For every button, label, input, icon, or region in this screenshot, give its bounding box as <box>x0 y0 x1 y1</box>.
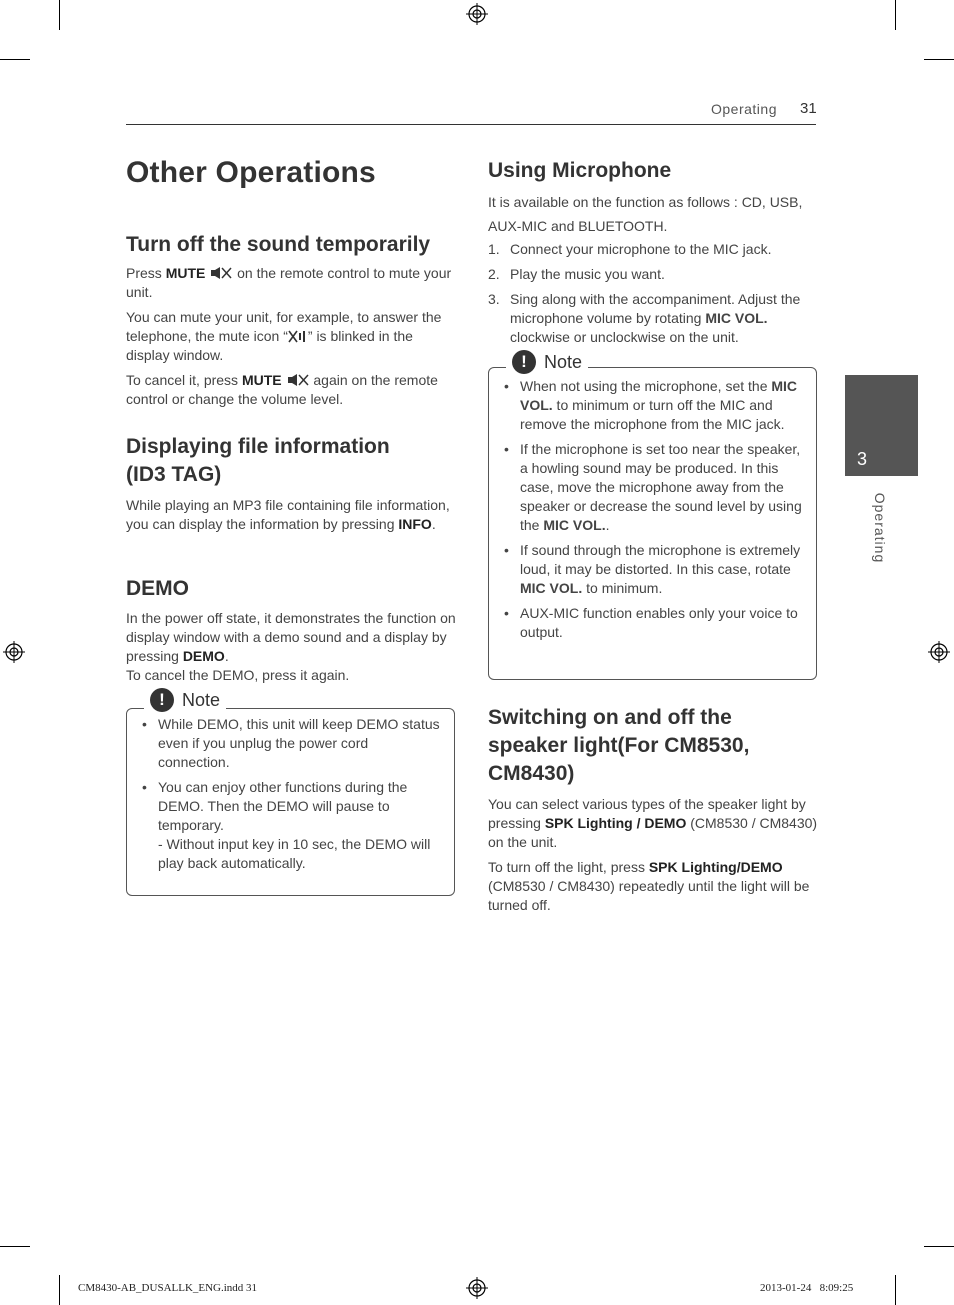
registration-mark-icon <box>3 641 25 663</box>
registration-mark-icon <box>928 641 950 663</box>
note-sub-item: - Without input key in 10 sec, the DEMO will play back automatically. <box>158 836 431 871</box>
page-number: 31 <box>800 100 817 117</box>
list-item: • If the microphone is set too near the speaker, a howling sound may be produced. In this case, move the microphone away from the speaker or decrease the sound level by using the MIC VOL.. <box>504 441 802 533</box>
note-exclamation-icon: ! <box>512 350 536 374</box>
chapter-number: 3 <box>857 449 868 469</box>
id3-heading-line1: Displaying file information <box>126 435 390 458</box>
footer-timestamp: 2013-01-24 8:09:25 <box>760 1282 854 1294</box>
chapter-label: Operating <box>872 492 888 564</box>
id3-heading-line2: (ID3 TAG) <box>126 463 222 486</box>
demo-note-header <box>144 688 226 712</box>
speaker-heading-line3: CM8430) <box>488 762 575 785</box>
speaker-paragraph-1: You can select various types of the speaker light by pressing SPK Lighting / DEMO (CM8530 / CM8430) on the unit. <box>488 796 818 850</box>
id3-section <box>126 433 456 534</box>
id3-paragraph: While playing an MP3 file containing file information, you can display the information by pressing INFO. <box>126 497 450 532</box>
mute-paragraph-3: To cancel it, press MUTE again on the remote control or change the volume level. <box>126 372 438 407</box>
header-rule <box>126 124 816 125</box>
demo-section <box>126 575 456 685</box>
header-section-label: Operating <box>711 101 777 117</box>
crop-mark <box>59 0 60 30</box>
mic-step-1: 1. Connect your microphone to the MIC jack. <box>488 241 772 257</box>
crop-mark <box>0 1246 30 1247</box>
crop-mark <box>924 1246 954 1247</box>
list-item: • While DEMO, this unit will keep DEMO status even if you unplug the power cord connection. <box>142 716 440 770</box>
mic-step-2: 2. Play the music you want. <box>488 266 665 282</box>
speaker-heading-line2: speaker light(For CM8530, <box>488 734 750 757</box>
mic-heading: Using Microphone <box>488 159 672 182</box>
mic-step-3: 3. Sing along with the accompaniment. Adjust the microphone volume by rotating MIC VOL. clockwise or unclockwise on the unit. <box>488 291 801 345</box>
mute-section <box>126 231 456 409</box>
mic-note-content <box>504 377 806 648</box>
mic-note-header <box>506 350 588 374</box>
note-label: Note <box>182 689 221 710</box>
crop-mark <box>0 59 30 60</box>
speaker-paragraph-2: To turn off the light, press SPK Lighting/DEMO (CM8530 / CM8430) repeatedly until the light will be turned off. <box>488 859 810 913</box>
mute-paragraph-2: You can mute your unit, for example, to answer the telephone, the mute icon “ ” is blinked in the display window. <box>126 309 442 363</box>
mute-display-icon <box>288 330 308 343</box>
registration-mark-icon <box>466 1277 488 1299</box>
list-item: • AUX-MIC function enables only your voice to output. <box>504 605 798 640</box>
crop-mark <box>924 59 954 60</box>
crop-mark <box>895 1275 896 1305</box>
mute-paragraph-1: Press MUTE on the remote control to mute your unit. <box>126 265 452 300</box>
list-item: • You can enjoy other functions during the DEMO. Then the DEMO will pause to temporary. - Without input key in 10 sec, the DEMO will play back automatically. <box>142 778 442 873</box>
crop-mark <box>895 0 896 30</box>
list-item: • When not using the microphone, set the MIC VOL. to minimum or turn off the MIC and remove the microphone from the MIC jack. <box>504 378 798 432</box>
mute-icon <box>286 373 310 387</box>
crop-mark <box>59 1275 60 1305</box>
mute-heading: Turn off the sound temporarily <box>126 233 431 256</box>
mic-section <box>488 157 813 353</box>
demo-heading: DEMO <box>126 577 189 600</box>
demo-paragraph-2: To cancel the DEMO, press it again. <box>126 667 350 683</box>
mic-intro: It is available on the function as follows : CD, USB, AUX-MIC and BLUETOOTH. <box>488 194 803 234</box>
chapter-tab <box>845 375 918 476</box>
registration-mark-icon <box>466 3 488 25</box>
demo-note-content <box>142 715 442 879</box>
footer-filename: CM8430-AB_DUSALLK_ENG.indd 31 <box>78 1282 258 1294</box>
speaker-section <box>488 704 818 915</box>
note-exclamation-icon: ! <box>150 688 174 712</box>
speaker-heading-line1: Switching on and off the <box>488 706 732 729</box>
list-item: • If sound through the microphone is extremely loud, it may be distorted. In this case, rotate MIC VOL. to minimum. <box>504 542 801 596</box>
demo-paragraph-1: In the power off state, it demonstrates the function on display window with a demo sound and a display by pressing DEMO. <box>126 610 456 664</box>
note-label: Note <box>544 351 583 372</box>
mute-icon <box>209 266 233 280</box>
page-title: Other Operations <box>126 156 376 189</box>
